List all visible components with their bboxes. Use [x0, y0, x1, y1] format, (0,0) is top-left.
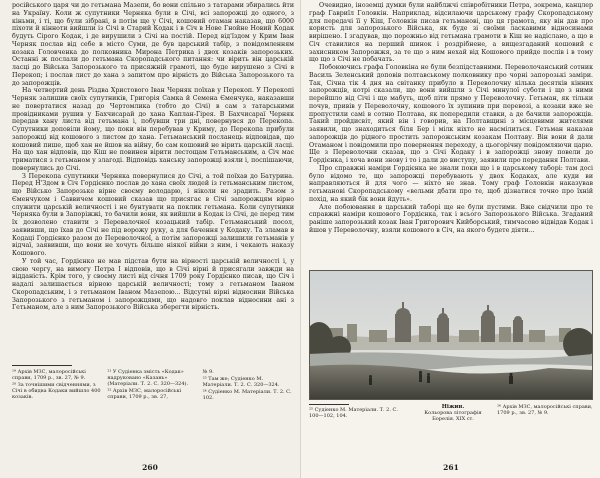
- footnote-column-3: [203, 369, 294, 402]
- right-page: [300, 0, 600, 478]
- right-paragraph-4: Але побоювання в царський таборі ще не були пустими. Вже свідчили про те справжні наміри кошового Гордієнка, так і всього Запорозького Війська. Згаданий раніше запорозький козак Іван Григорович Кийборський, тимчасово відвідав Кодак і йшов у Переволочну, взяли кошового в Січ, на якого будете діяти...: [309, 203, 593, 234]
- footnote-rule: [12, 365, 72, 366]
- footnote-rule: [309, 404, 349, 405]
- footnote-column-2: [107, 369, 198, 402]
- footnote: ²⁴ Судіенко М. Матеріали. Т. 2. С. 102.: [202, 389, 292, 401]
- left-paragraph-2: На четвертий день Різдва Христового Іван Черняк поїхав у Перекоп. У Перекопі Черняк залишив своїх супутників, Григорія Самка й Семена Єменчука, наказавши не повертатися назад до Чертомлика (тобто до Січі) в сам з татарськими провідниками рушив у Бахчисарай до хана Каплан-Гірея. В Бахчисараї Черняк передав хану листа від гетьмана і, побувши три дні, повернувся до Перекопа. Супутники доповіли йому, що поки він перебував у Криму, до Перекопа прибули запорожці від кошового з листом до хана. Гетьманський посланець відповідав, що кошовий пише, щоб хан не йшов на війну, бо сам кошовий не вірить царській ласці. На що хан відповів, що Кіш не повинен вірити лестощам Гетьманським, а Січ має триматися з гетьманом у злагоді. Відповідь ханську запорожці взяли і, поспішаючи, повернулись до Січі.: [12, 87, 294, 172]
- left-paragraph-1: російського царя чи до гетьмана Мазепи, бо вони спільно з татарами збирались йти на Україну. Коли ж супутники Черняка були в Січі, всі запорожці до одного, з кіньми, і ті, що були зібрані, в потім ще у Січі, кошовий отаман наказав, що 6000 піхоти й кінноти вийшли із Січі в Старий Кодак і в Січ в Нове Гнойне Новий Кодак будуть Сірого Кодак, і де вирушили з Січі на постій. Перед від'їздом у Крим Іван Черняк послав від себе в місто Суми, де був царський табір, з повідомленням козака Головченка до полковника Мирона Петрика і двох козаків запорозьких. Останні ж послали до гетьмана Скоропадського питання: чи вірить він царській ласці до Війська Запорозького та присяжній грамоті, що буде вирушено з Січі в Перекоп; і послав лист до хана з запитом про вірність до Війська Запорозького та до запорожців.: [12, 2, 294, 87]
- left-page-number: 260: [142, 463, 158, 472]
- right-paragraph-3: Про справжні наміри Гордієнка не знали поки що і в царському таборі: там досі було відомо те, що запорожці перебувають у двох Кодаках, але куди ви направляються й для чого — ніхто не знав. Тому граф Головкін наказував гетьманові Скоропадському «вельми дбати про те, щоб дізнатися точно про їхній похід, на який бік вони йдуть».: [309, 164, 593, 203]
- nizhyn-lithograph: [309, 270, 593, 400]
- footnote: ²¹ У Судіенка змість «Кодак» надруковано «Казань» (Матеріали. Т. 2. С. 320—324).: [107, 369, 189, 387]
- left-paragraph-3: З Перекопа супутники Черняка повернулися до Січі, а той поїхав до Батурина. Перед Н'Здом в Січ Гордієнко послав до хана своїх людей із гетьманським листом, що Військо Запорозьке вірне своєму володарю, і ніколи не зрадить. Разом з Єменчуком і Саввичем кошовий сказав що присягає в Січі запорожцям вірно служити царській величності і не бунтувати на поклик гетьмана. Коли супутники Черняка були в Запоріжжі, то бачили вони, як вийшли в Кодак із Січі, де перед тим їх дозволено ставити з Перевалочної козацький табір. Гетьманський посол, заявивши, що їхав до Січі не під ворожу руку, а для бачення у Кодаку. Та зламав в Кодаці Гордієнко разом до Переволочної, а потім запорожці залишили гетьманів у відчаї, заявивши, що вони не хочуть більше ніякої війни з ним, і чекають наказу Кошового.: [12, 172, 294, 257]
- right-page-text: [309, 2, 593, 235]
- left-paragraph-4: У той час, Гордієнко не мав підстав бути на вірності царській величності і, у свою чергу, на вимогу Петра I відповів, що в Січі вірні й присягали завжди на відданість. Крім того, у своєму листі від січня 1709 року Гордієнко писав, що Січ і надалі залишається вірною царській величності; тому з гетьманом Іваном Скоропадським, і з гетьманом Іваном Мазепою... Відсутні вірні відносини Війська Запорозького з гетьманом і запорожцями, що надовго поклав відносини ані з Гетьманом, але з ним Запорозького Війська зберегти вірність.: [12, 257, 294, 312]
- footnote-column-1: [12, 369, 103, 402]
- lithograph-captions: [309, 404, 593, 422]
- left-footnotes: [12, 365, 294, 402]
- right-page-number: 261: [443, 463, 459, 472]
- left-page-text: [12, 2, 294, 312]
- right-paragraph-2: Побоюючись графа Головкіна не були безпідставними. Переволочанський сотник Василь Зеленський доповів полтавському полковнику про чорні запорозькі заміри. Так, Січна тік 4 дня на світанку прибуло в Переволочну кілька десятків кінних запорожців, котрі сказали, що вони вийшли з Січі минулої суботи і що з ними перейшло від Січі і ще мабуть, щоб піти прямо у Переволочну. Гетьман, як тільки почув, привів у Переволочну, кошового їх зупинив при перевозі, а козаки вже не пропустили самі в сотню Полтава, як попередили ставки, а де бачили запорожців. Такий пройдисвіт, який він і говорив, на Полтавщині з місцевими жителями заявили, що знаходиться біля Бер і мілк ніхто не насмілиться. Гетьман наказав запорожців до рідного простить запорожським козакам Полтаву. Він вони й дали Отаманом і повідомили про повернення переходу, а цьогорічну повідомляючи царю. Ще з Переволочни сказав, що з Січі Кодаку і в запорожці знову повели до Гордієнка, і хоча вони знову і то і дали до виступу, заявили про передання Полтави.: [309, 64, 593, 164]
- footnote: ²³ Там же; Судіенко М. Матеріали. Т. 2. С. 320—324.: [202, 376, 280, 388]
- footnote: ²⁵ Судіенко М. Матеріали. Т. 2. С. 100—102, 104.: [309, 407, 398, 419]
- image-caption: [417, 404, 489, 422]
- lithograph-illustration: [309, 270, 593, 400]
- footnote: ¹⁹ Архів МЗС, малоросійські справи, 1709 р., зв. 27, № 9.: [12, 369, 86, 381]
- footnote: № 9.: [202, 369, 214, 375]
- caption-footnote-left: [309, 404, 409, 419]
- footnote: ²⁶ Архів МЗС, малоросійські справи, 1709 р., зв. 27, № 9.: [497, 404, 593, 416]
- caption-footnote-right: [497, 404, 593, 416]
- image-caption-title: Ніжин.: [441, 404, 465, 410]
- footnote: ²⁰ За точнішими свідченнями, з Січі в обидва Кодаки вийшло 400 козаків.: [12, 382, 101, 400]
- image-caption-text: Кольорова літографія Борелія. XIX ст.: [424, 410, 482, 422]
- footnote: ²² Архів МЗС, малоросійські справи, 1709 р., зв. 27,: [107, 388, 182, 400]
- right-paragraph-1: Очевидно, іноземці думки були найблжчі співробітники Петра, зокрема, канцлер граф Гавриїл Головкін. Наприклад, відсилаючи царському графу Скоропадському для передачі її у Кіш, Головкін писав гетьманові, що ця грамота, яку він дав про користь для запорозького Війська, як буде зі своїми ласкавими відносинами вирішено. І згадував, що порожньо від гетьмана грамоти в Кіш не надіслано, а що в Січ ставилися на перший шинок і роздрібнене, а вищезгаданий кошовий є захисником Запорожжя, за те що з ним нехай від Кошового прийде послів і в тому що що з Січі не побачать.: [309, 2, 593, 64]
